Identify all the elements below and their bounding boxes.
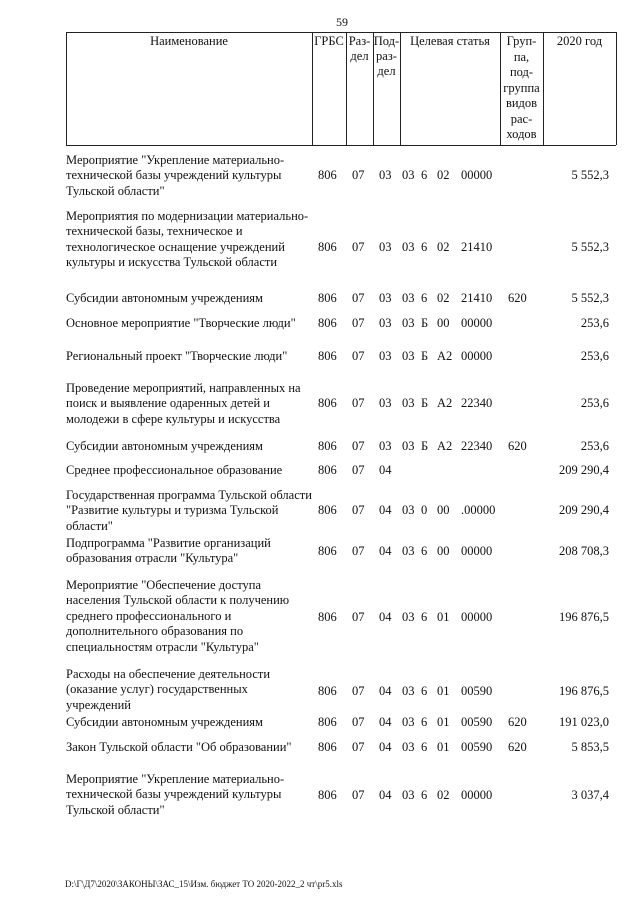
header-year: 2020 год: [556, 34, 603, 48]
row-target-program: 03: [402, 349, 415, 363]
row-podrazdel: 03: [379, 349, 392, 363]
row-grbs: 806: [318, 740, 337, 754]
row-grbs: 806: [318, 316, 337, 330]
row-target-direction: 00000: [461, 610, 493, 624]
row-razdel: 07: [352, 439, 365, 453]
row-target-subprogram: 6: [421, 168, 428, 182]
row-amount: 196 876,5: [559, 610, 609, 624]
row-grbs: 806: [318, 396, 337, 410]
row-name: Мероприятие "Укрепление материально-технической базы учреждений культуры Тульской области": [66, 772, 285, 817]
row-grbs: 806: [318, 439, 337, 453]
row-target-direction: 00000: [461, 349, 493, 363]
row-expense-group: 620: [508, 291, 527, 305]
row-target-event: 02: [437, 291, 450, 305]
row-expense-group: 620: [508, 439, 527, 453]
row-target-subprogram: 6: [421, 291, 428, 305]
row-podrazdel: 04: [379, 715, 392, 729]
row-name: Мероприятие "Укрепление материально-технической базы учреждений культуры Тульской области": [66, 153, 285, 198]
row-podrazdel: 04: [379, 610, 392, 624]
row-grbs: 806: [318, 715, 337, 729]
row-name: Субсидии автономным учреждениям: [66, 715, 263, 729]
row-amount: 3 037,4: [571, 788, 609, 802]
row-name: Субсидии автономным учреждениям: [66, 439, 263, 453]
row-target-subprogram: 6: [421, 715, 428, 729]
row-podrazdel: 03: [379, 240, 392, 254]
row-expense-group: 620: [508, 740, 527, 754]
row-name: Подпрограмма "Развитие организаций образования отрасли "Культура": [66, 536, 271, 566]
row-razdel: 07: [352, 463, 365, 477]
row-target-direction: 00590: [461, 740, 493, 754]
row-target-event: 01: [437, 610, 450, 624]
row-name: Основное мероприятие "Творческие люди": [66, 316, 296, 330]
footer-file-path: D:\Г\Д7\2020\ЗАКОНЫ\ЗАС_15\Изм. бюджет ТО 2020-2022_2 чт\pr5.xls: [65, 879, 343, 889]
header-podrazdel: Под- раз- дел: [373, 34, 400, 78]
row-grbs: 806: [318, 544, 337, 558]
row-podrazdel: 04: [379, 684, 392, 698]
row-razdel: 07: [352, 396, 365, 410]
row-amount: 5 552,3: [571, 168, 609, 182]
row-podrazdel: 03: [379, 439, 392, 453]
row-podrazdel: 04: [379, 544, 392, 558]
row-amount: 5 552,3: [571, 291, 609, 305]
row-amount: 253,6: [580, 439, 609, 453]
row-amount: 253,6: [580, 349, 609, 363]
row-target-program: 03: [402, 788, 415, 802]
row-target-direction: 00000: [461, 168, 493, 182]
row-target-event: 02: [437, 788, 450, 802]
row-target-direction: 22340: [461, 396, 493, 410]
row-razdel: 07: [352, 240, 365, 254]
row-target-subprogram: 6: [421, 684, 428, 698]
row-target-direction: .00000: [461, 503, 496, 517]
row-name: Среднее профессиональное образование: [66, 463, 283, 477]
row-target-event: А2: [437, 349, 453, 363]
row-target-event: 01: [437, 684, 450, 698]
header-razdel: Раз- дел: [348, 34, 371, 63]
row-target-program: 03: [402, 544, 415, 558]
row-grbs: 806: [318, 240, 337, 254]
row-grbs: 806: [318, 291, 337, 305]
row-target-direction: 00590: [461, 684, 493, 698]
row-amount: 253,6: [580, 396, 609, 410]
row-podrazdel: 03: [379, 291, 392, 305]
row-razdel: 07: [352, 349, 365, 363]
row-name: Расходы на обеспечение деятельности (оказание услуг) государственных учреждений: [66, 667, 271, 712]
row-target-program: 03: [402, 715, 415, 729]
row-podrazdel: 04: [379, 788, 392, 802]
row-target-direction: 21410: [461, 291, 493, 305]
row-target-subprogram: 6: [421, 788, 428, 802]
row-amount: 253,6: [580, 316, 609, 330]
row-grbs: 806: [318, 684, 337, 698]
header-name: Наименование: [150, 34, 228, 48]
row-target-subprogram: 6: [421, 544, 428, 558]
row-name: Мероприятие "Обеспечение доступа населения Тульской области к получению среднего профессионального и дополнительного образования по специальностям отрасли "Культура": [66, 578, 290, 654]
row-target-subprogram: 0: [421, 503, 428, 517]
row-target-direction: 00000: [461, 544, 493, 558]
row-target-direction: 00590: [461, 715, 493, 729]
row-target-subprogram: 6: [421, 610, 428, 624]
row-amount: 196 876,5: [559, 684, 609, 698]
row-amount: 208 708,3: [559, 544, 609, 558]
row-name: Государственная программа Тульской области "Развитие культуры и туризма Тульской области": [66, 488, 312, 533]
row-target-subprogram: Б: [421, 439, 429, 453]
row-name: Региональный проект "Творческие люди": [66, 349, 288, 363]
row-podrazdel: 04: [379, 463, 392, 477]
row-razdel: 07: [352, 715, 365, 729]
row-target-program: 03: [402, 168, 415, 182]
row-grbs: 806: [318, 610, 337, 624]
row-razdel: 07: [352, 503, 365, 517]
row-podrazdel: 04: [379, 740, 392, 754]
row-grbs: 806: [318, 503, 337, 517]
row-podrazdel: 03: [379, 316, 392, 330]
row-name: Мероприятия по модернизации материально-технической базы, техническое и технологическое оснащение учреждений культуры и искусства Тульской области: [66, 209, 309, 270]
row-razdel: 07: [352, 684, 365, 698]
row-target-subprogram: Б: [421, 349, 429, 363]
row-target-direction: 00000: [461, 788, 493, 802]
row-target-program: 03: [402, 503, 415, 517]
row-target-program: 03: [402, 610, 415, 624]
row-expense-group: 620: [508, 715, 527, 729]
row-grbs: 806: [318, 788, 337, 802]
row-target-subprogram: Б: [421, 316, 429, 330]
row-amount: 209 290,4: [559, 463, 609, 477]
row-podrazdel: 04: [379, 503, 392, 517]
row-podrazdel: 03: [379, 168, 392, 182]
row-target-subprogram: Б: [421, 396, 429, 410]
row-amount: 191 023,0: [559, 715, 609, 729]
row-grbs: 806: [318, 349, 337, 363]
row-razdel: 07: [352, 544, 365, 558]
row-target-event: 00: [437, 503, 450, 517]
row-target-direction: 21410: [461, 240, 493, 254]
row-razdel: 07: [352, 168, 365, 182]
row-grbs: 806: [318, 168, 337, 182]
row-podrazdel: 03: [379, 396, 392, 410]
row-amount: 5 853,5: [571, 740, 609, 754]
row-target-program: 03: [402, 396, 415, 410]
row-grbs: 806: [318, 463, 337, 477]
row-target-event: А2: [437, 439, 453, 453]
page-number: 59: [336, 15, 348, 29]
row-target-event: 01: [437, 740, 450, 754]
row-target-event: 00: [437, 316, 450, 330]
row-target-program: 03: [402, 439, 415, 453]
row-target-event: 02: [437, 168, 450, 182]
row-target-event: А2: [437, 396, 453, 410]
row-razdel: 07: [352, 316, 365, 330]
row-target-program: 03: [402, 740, 415, 754]
row-name: Субсидии автономным учреждениям: [66, 291, 263, 305]
row-amount: 5 552,3: [571, 240, 609, 254]
row-target-subprogram: 6: [421, 240, 428, 254]
header-group: Груп- па, под- группа видов рас- ходов: [503, 34, 540, 141]
row-razdel: 07: [352, 610, 365, 624]
row-razdel: 07: [352, 291, 365, 305]
row-target-program: 03: [402, 316, 415, 330]
row-target-program: 03: [402, 684, 415, 698]
row-razdel: 07: [352, 788, 365, 802]
row-target-event: 00: [437, 544, 450, 558]
header-grbs: ГРБС: [314, 34, 344, 48]
row-razdel: 07: [352, 740, 365, 754]
row-target-event: 02: [437, 240, 450, 254]
row-target-program: 03: [402, 291, 415, 305]
row-target-direction: 22340: [461, 439, 493, 453]
row-name: Закон Тульской области "Об образовании": [66, 740, 292, 754]
header-target: Целевая статья: [410, 34, 490, 48]
row-target-direction: 00000: [461, 316, 493, 330]
row-target-event: 01: [437, 715, 450, 729]
row-target-program: 03: [402, 240, 415, 254]
row-name: Проведение мероприятий, направленных на поиск и выявление одаренных детей и молодежи в сфере культуры и искусства: [66, 381, 301, 426]
row-amount: 209 290,4: [559, 503, 609, 517]
row-target-subprogram: 6: [421, 740, 428, 754]
